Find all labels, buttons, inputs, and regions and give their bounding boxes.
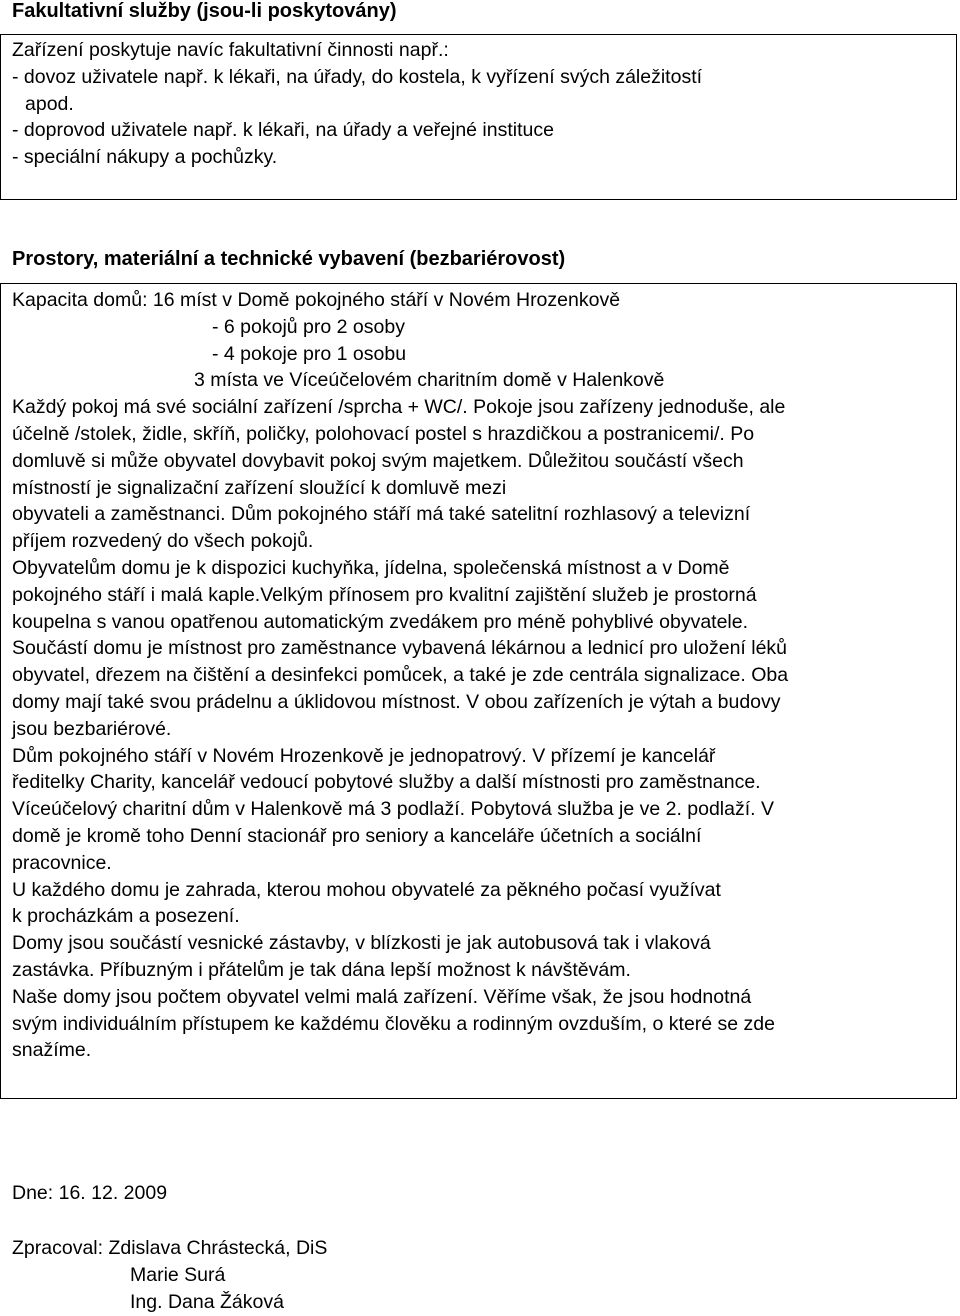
- author-name: Ing. Dana Žáková: [130, 1290, 284, 1313]
- section-title-facilities: Prostory, materiální a technické vybavení (bezbariérovost): [12, 248, 566, 270]
- text-line: Víceúčelový charitní dům v Halenkově má 3 podlaží. Pobytová služba je ve 2. podlaží. V: [12, 798, 774, 821]
- prepared-by-label: Zpracoval: Zdislava Chrástecká, DiS: [12, 1237, 328, 1259]
- text-line: Naše domy jsou počtem obyvatel velmi malá zařízení. Věříme však, že jsou hodnotná: [12, 985, 752, 1008]
- text-line: apod.: [25, 92, 74, 115]
- section-title-optional-services: Fakultativní služby (jsou-li poskytovány): [12, 0, 397, 22]
- text-line: Kapacita domů: 16 míst v Domě pokojného stáří v Novém Hrozenkově: [12, 289, 621, 311]
- text-line: domě je kromě toho Denní stacionář pro seniory a kanceláře účetních a sociální: [12, 824, 702, 847]
- text-line: koupelna s vanou opatřenou automatickým zvedákem pro méně pohyblivé obyvatele.: [12, 610, 749, 633]
- text-line: Součástí domu je místnost pro zaměstnance vybavená lékárnou a lednicí pro uložení léků: [12, 637, 788, 660]
- text-line: místností je signalizační zařízení sloužící k domluvě mezi: [12, 476, 507, 499]
- text-line: jsou bezbariérové.: [12, 717, 172, 740]
- facilities-box: [0, 283, 957, 1099]
- text-line: domy mají také svou prádelnu a úklidovou místnost. V obou zařízeních je výtah a budovy: [12, 690, 781, 713]
- author-name: Marie Surá: [130, 1263, 226, 1286]
- text-line: ředitelky Charity, kancelář vedoucí pobytové služby a další místnosti pro zaměstnance.: [12, 771, 761, 794]
- document-date: Dne: 16. 12. 2009: [12, 1182, 168, 1204]
- text-line: pokojného stáří i malá kaple.Velkým přínosem pro kvalitní zajištění služeb je prostorná: [12, 583, 757, 606]
- text-line: snažíme.: [12, 1039, 92, 1062]
- text-line: obyvateli a zaměstnanci. Dům pokojného stáří má také satelitní rozhlasový a televizní: [12, 503, 751, 526]
- text-line: Každý pokoj má své sociální zařízení /sprcha + WC/. Pokoje jsou zařízeny jednoduše, ale: [12, 396, 786, 419]
- text-line: - doprovod uživatele např. k lékaři, na úřady a veřejné instituce: [12, 119, 554, 142]
- text-line: pracovnice.: [12, 851, 112, 874]
- text-line: - 4 pokoje pro 1 osobu: [212, 342, 407, 365]
- text-line: - 6 pokojů pro 2 osoby: [212, 315, 405, 338]
- text-line: U každého domu je zahrada, kterou mohou obyvatelé za pěkného počasí využívat: [12, 878, 721, 901]
- text-line: příjem rozvedený do všech pokojů.: [12, 530, 314, 553]
- text-line: domluvě si může obyvatel dovybavit pokoj svým majetkem. Důležitou součástí všech: [12, 449, 744, 472]
- prepared-by: [12, 1235, 327, 1315]
- text-line: svým individuálním přístupem ke každému člověku a rodinným ovzduším, o které se zde: [12, 1012, 775, 1035]
- text-line: obyvatel, dřezem na čištění a desinfekci pomůcek, a také je zde centrála signalizace. Oba: [12, 664, 789, 687]
- text-line: Dům pokojného stáří v Novém Hrozenkově je jednopatrový. V přízemí je kancelář: [12, 744, 716, 767]
- text-line: - dovoz uživatele např. k lékaři, na úřady, do kostela, k vyřízení svých záležitostí: [12, 65, 703, 88]
- text-line: účelně /stolek, židle, skříň, poličky, polohovací postel s hrazdičkou a postranicemi/. Po: [12, 422, 755, 445]
- text-line: Zařízení poskytuje navíc fakultativní činnosti např.:: [12, 39, 449, 61]
- optional-services-box: [0, 34, 957, 200]
- text-line: - speciální nákupy a pochůzky.: [12, 146, 278, 169]
- text-line: zastávka. Příbuzným i přátelům je tak dána lepší možnost k návštěvám.: [12, 958, 631, 981]
- text-line: k procházkám a posezení.: [12, 905, 240, 928]
- text-line: Domy jsou součástí vesnické zástavby, v blízkosti je jak autobusová tak i vlaková: [12, 932, 711, 955]
- text-line: 3 místa ve Víceúčelovém charitním domě v Halenkově: [194, 369, 665, 392]
- text-line: Obyvatelům domu je k dispozici kuchyňka, jídelna, společenská místnost a v Domě: [12, 556, 730, 579]
